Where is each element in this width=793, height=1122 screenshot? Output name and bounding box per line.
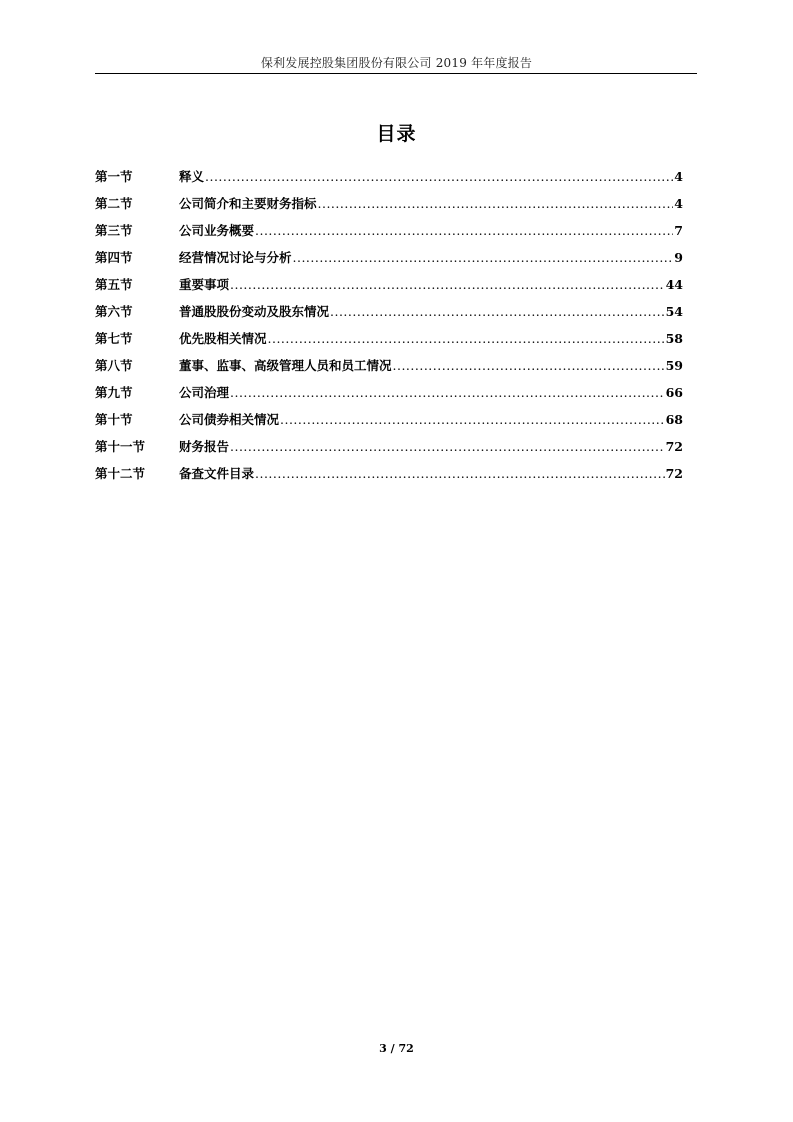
toc-page-number: 9 <box>674 250 683 265</box>
toc-heading: 公司业务概要 <box>179 223 255 238</box>
header-divider <box>95 73 697 74</box>
running-header: 保利发展控股集团股份有限公司 2019 年年度报告 <box>260 56 533 70</box>
toc-heading: 公司债券相关情况 <box>179 412 280 427</box>
toc-title: 目录 <box>376 123 417 145</box>
toc-page-number: 68 <box>665 412 683 427</box>
toc-dot-leader <box>255 463 665 485</box>
toc-page-number: 4 <box>674 196 683 211</box>
toc-entry[interactable] <box>95 247 683 274</box>
toc-heading: 释义 <box>179 169 205 184</box>
toc-heading: 财务报告 <box>179 439 230 454</box>
toc-page-number: 44 <box>665 277 683 292</box>
toc-heading: 备查文件目录 <box>179 466 255 481</box>
toc-dot-leader <box>330 301 665 323</box>
toc-section-number: 第三节 <box>95 223 133 238</box>
toc-entry[interactable] <box>95 301 683 328</box>
toc-dot-leader <box>393 355 665 377</box>
toc-section-number: 第九节 <box>95 385 133 400</box>
toc-entry[interactable] <box>95 436 683 463</box>
toc-dot-leader <box>255 220 673 242</box>
toc-entry[interactable] <box>95 193 683 220</box>
toc-entry[interactable] <box>95 382 683 409</box>
toc-dot-leader <box>268 328 665 350</box>
toc-dot-leader <box>293 247 674 269</box>
table-of-contents <box>95 166 683 490</box>
toc-dot-leader <box>205 166 673 188</box>
toc-entry[interactable] <box>95 328 683 355</box>
toc-page-number: 58 <box>665 331 683 346</box>
toc-page-number: 54 <box>665 304 683 319</box>
toc-section-number: 第二节 <box>95 196 133 211</box>
toc-heading: 经营情况讨论与分析 <box>179 250 292 265</box>
toc-page-number: 7 <box>674 223 683 238</box>
toc-dot-leader <box>318 193 674 215</box>
toc-entry[interactable] <box>95 409 683 436</box>
toc-heading: 优先股相关情况 <box>179 331 267 346</box>
toc-page-number: 59 <box>665 358 683 373</box>
toc-section-number: 第十二节 <box>95 466 146 481</box>
page-indicator: 3 / 72 <box>379 1042 414 1055</box>
toc-section-number: 第八节 <box>95 358 133 373</box>
toc-entry[interactable] <box>95 355 683 382</box>
toc-section-number: 第五节 <box>95 277 133 292</box>
toc-section-number: 第四节 <box>95 250 133 265</box>
toc-entry[interactable] <box>95 220 683 247</box>
toc-heading: 公司治理 <box>179 385 230 400</box>
toc-heading: 公司简介和主要财务指标 <box>179 196 317 211</box>
toc-heading: 重要事项 <box>179 277 230 292</box>
toc-section-number: 第七节 <box>95 331 133 346</box>
toc-section-number: 第六节 <box>95 304 133 319</box>
toc-section-number: 第十节 <box>95 412 133 427</box>
toc-heading: 普通股股份变动及股东情况 <box>179 304 330 319</box>
toc-entry[interactable] <box>95 463 683 490</box>
toc-heading: 董事、监事、高级管理人员和员工情况 <box>179 358 392 373</box>
toc-dot-leader <box>230 382 665 404</box>
toc-page-number: 72 <box>665 439 683 454</box>
toc-dot-leader <box>230 274 665 296</box>
toc-section-number: 第十一节 <box>95 439 146 454</box>
toc-dot-leader <box>280 409 665 431</box>
toc-entry[interactable] <box>95 274 683 301</box>
toc-section-number: 第一节 <box>95 169 133 184</box>
toc-page-number: 66 <box>665 385 683 400</box>
toc-entry[interactable] <box>95 166 683 193</box>
toc-page-number: 72 <box>665 466 683 481</box>
toc-page-number: 4 <box>674 169 683 184</box>
toc-dot-leader <box>230 436 665 458</box>
